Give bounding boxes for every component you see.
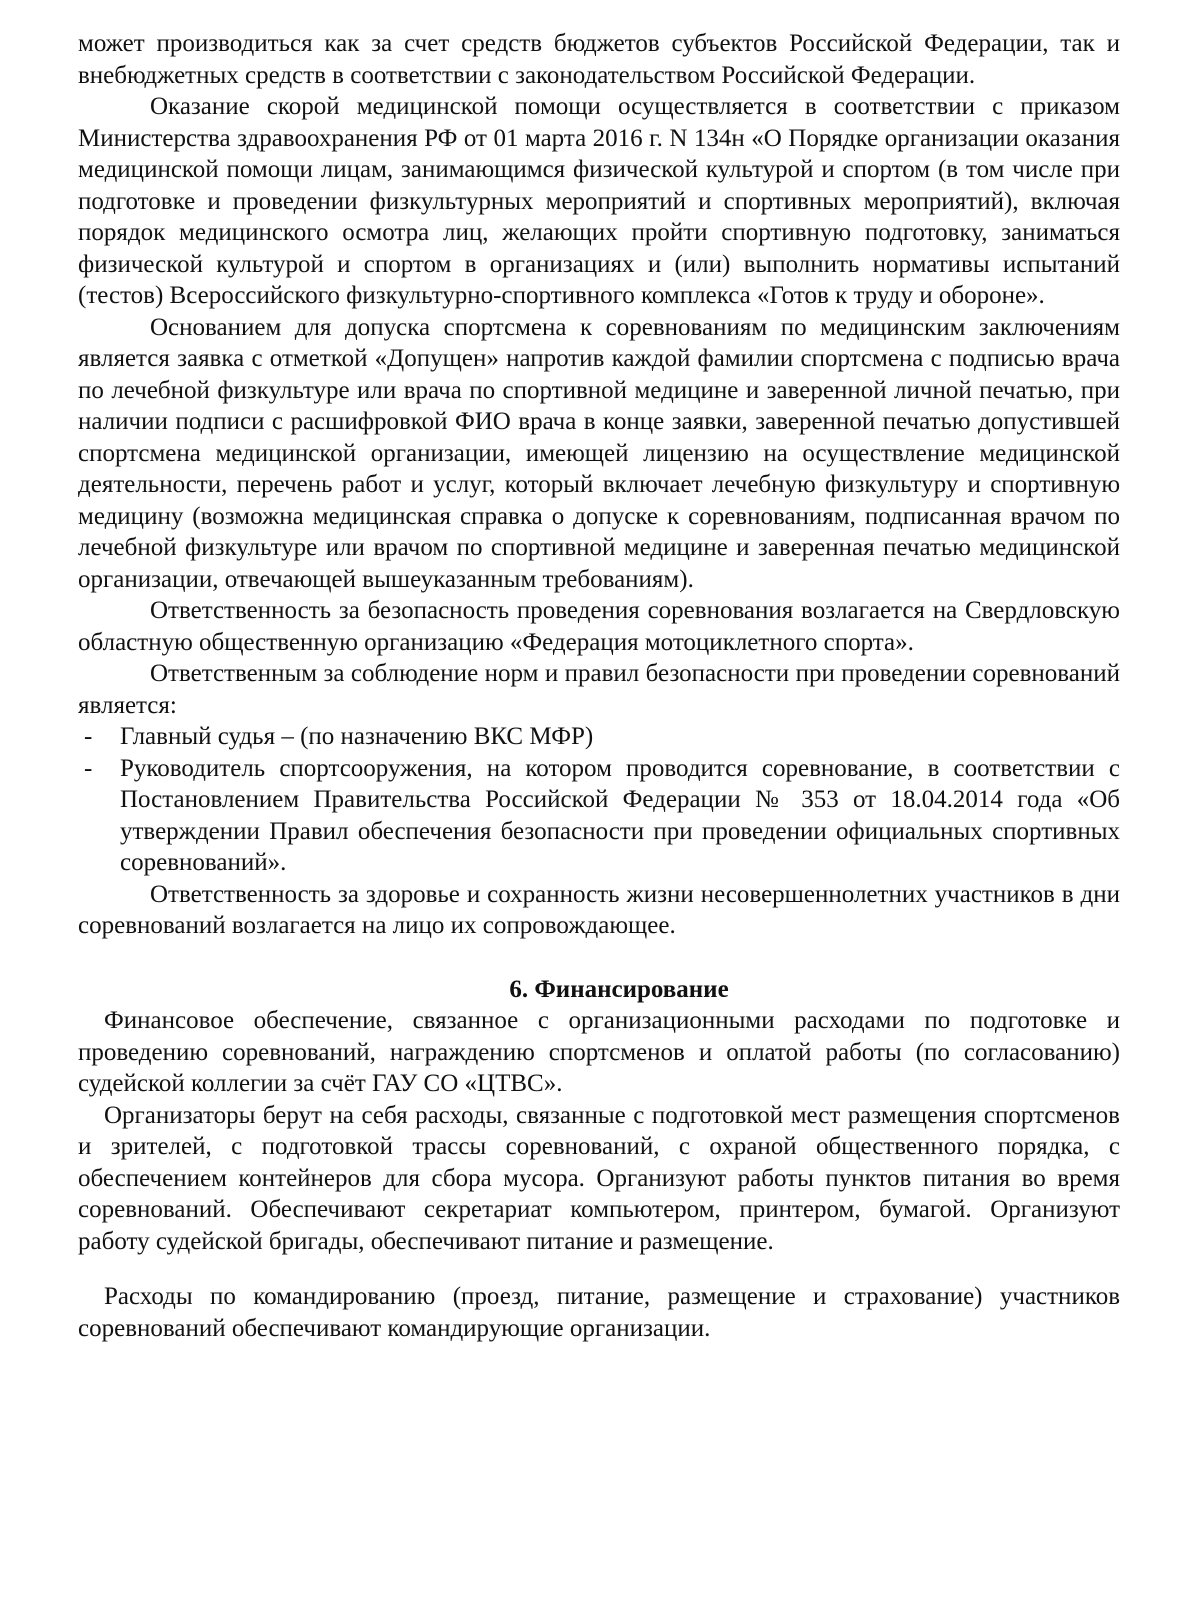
list-dash: - bbox=[84, 723, 93, 750]
section-heading-financing: 6. Финансирование bbox=[509, 975, 729, 1003]
responsible-list bbox=[78, 721, 1120, 879]
paragraph-budget-funding: может производиться как за счет средств бюджетов субъектов Российской Федерации, так и внебюджетных средств в соответствии с законодательством Российской Федерации. bbox=[78, 30, 1120, 89]
paragraph-emergency-care: Оказание скорой медицинской помощи осуществляется в соответствии с приказом Министерства здравоохранения РФ от 01 марта 2016 г. N 134н «О Порядке организации оказания медицинской помощи лицам, занимающимся физической культурой и спортом (в том числе при подготовке и проведении физкультурных мероприятий и спортивных мероприятий), включая порядок медицинского осмотра лиц, желающих пройти спортивную подготовку, заниматься физической культурой и спортом в организациях и (или) выполнить нормативы испытаний (тестов) Всероссийского физкультурно-спортивного комплекса «Готов к труду и обороне». bbox=[78, 93, 1120, 309]
spacer bbox=[78, 942, 1120, 974]
paragraph-minors-responsibility: Ответственность за здоровье и сохранность жизни несовершеннолетних участников в дни соревнований возлагается на лицо их сопровождающее. bbox=[78, 880, 1120, 939]
paragraph-organizers-expenses: Организаторы берут на себя расходы, связанные с подготовкой мест размещения спортсменов и зрителей, с подготовкой трассы соревнований, с охраной общественного порядка, с обеспечением контейнеров для сбора мусора. Организуют работы пунктов питания во время соревнований. Обеспечивают секретариат компьютером, принтером, бумагой. Организуют работу судейской бригады, обеспечивают питание и размещение. bbox=[78, 1101, 1120, 1255]
list-item-chief-judge bbox=[78, 721, 1120, 753]
document-page bbox=[78, 28, 1120, 1344]
list-item-text: Руководитель спортсооружения, на котором проводится соревнование, в соответствии с Постановлением Правительства Российской Федерации № 353 от 18.04.2014 года «Об утверждении Правил обеспечения безопасности при проведении официальных спортивных соревнований». bbox=[120, 754, 1120, 876]
list-item-facility-head bbox=[78, 753, 1120, 879]
paragraph-responsible-persons: Ответственным за соблюдение норм и правил безопасности при проведении соревнований является: bbox=[78, 660, 1120, 719]
spacer bbox=[78, 1257, 1120, 1281]
list-dash: - bbox=[84, 754, 93, 782]
paragraph-travel-expenses: Расходы по командированию (проезд, питание, размещение и страхование) участников соревнований обеспечивают командирующие организации. bbox=[78, 1283, 1120, 1342]
paragraph-safety-responsibility: Ответственность за безопасность проведения соревнования возлагается на Свердловскую областную общественную организацию «Федерация мотоциклетного спорта». bbox=[78, 597, 1120, 656]
paragraph-financing: Финансовое обеспечение, связанное с организационными расходами по подготовке и проведению соревнований, награждению спортсменов и оплатой работы (по согласованию) судейской коллегии за счёт ГАУ СО «ЦТВС». bbox=[78, 1007, 1120, 1097]
list-item-text: Главный судья – (по назначению ВКС МФР) bbox=[120, 723, 594, 750]
paragraph-admission-basis: Основанием для допуска спортсмена к соревнованиям по медицинским заключениям является заявка с отметкой «Допущен» напротив каждой фамилии спортсмена с подписью врача по лечебной физкультуре или врача по спортивной медицине и заверенной личной печатью, при наличии подписи с расшифровкой ФИО врача в конце заявки, заверенной печатью допустившей спортсмена медицинской организации, имеющей лицензию на осуществление медицинской деятельности, перечень работ и услуг, который включает лечебную физкультуру и спортивную медицину (возможна медицинская справка о допуске к соревнованиям, подписанная врачом по лечебной физкультуре или врачом по спортивной медицине и заверенная печатью медицинской организации, отвечающей вышеуказанным требованиям). bbox=[78, 313, 1120, 593]
